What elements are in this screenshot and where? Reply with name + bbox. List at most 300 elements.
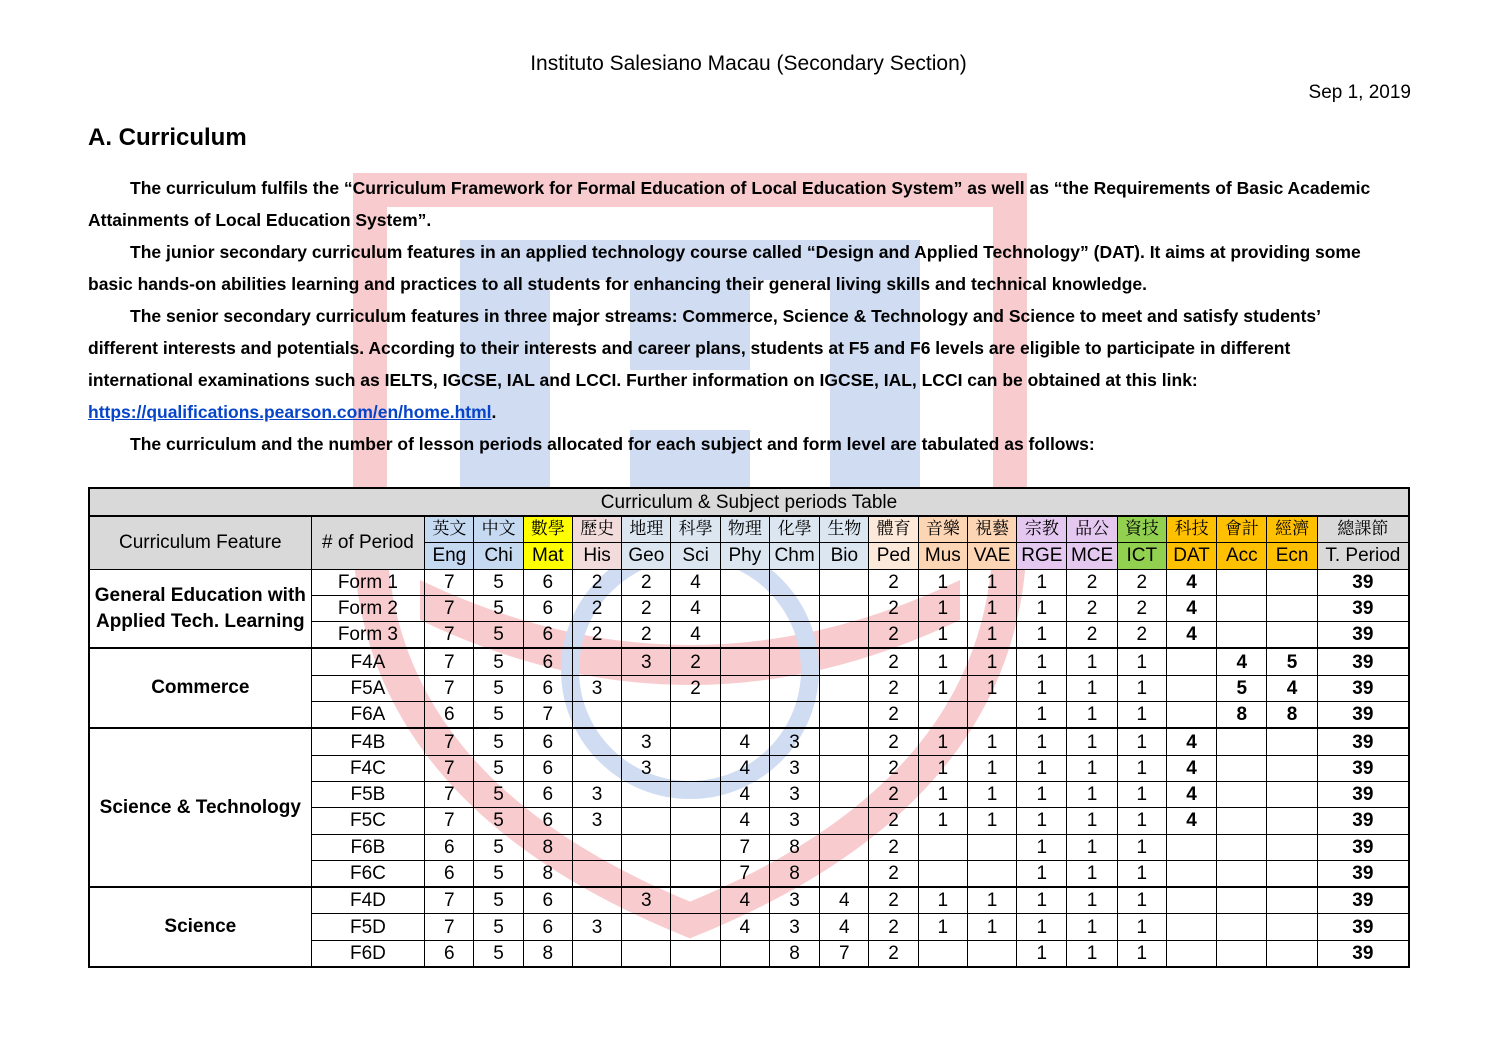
period-cell: 4	[671, 622, 720, 649]
period-cell: 2	[869, 728, 918, 755]
period-cell: 5	[474, 648, 523, 675]
subject-header-code: Ecn	[1267, 543, 1317, 569]
period-cell	[1267, 622, 1317, 649]
form-level-cell: F4B	[311, 728, 425, 755]
period-cell: 39	[1317, 702, 1409, 729]
period-cell	[820, 675, 869, 701]
period-cell: 7	[425, 595, 474, 621]
header-period: # of Period	[311, 516, 425, 569]
period-cell	[967, 940, 1016, 967]
period-cell	[1166, 834, 1216, 860]
period-cell: 5	[474, 940, 523, 967]
period-cell: 2	[572, 622, 621, 649]
period-cell: 2	[869, 834, 918, 860]
period-cell: 3	[769, 914, 819, 940]
subject-header-code: Geo	[622, 543, 671, 569]
period-cell	[1166, 860, 1216, 887]
period-cell: 2	[622, 595, 671, 621]
period-cell	[720, 675, 769, 701]
period-cell: 4	[1166, 808, 1216, 834]
period-cell: 5	[474, 914, 523, 940]
table-row	[89, 728, 1409, 755]
period-cell	[967, 702, 1016, 729]
period-cell: 3	[572, 781, 621, 807]
period-cell	[820, 595, 869, 621]
period-cell	[1267, 914, 1317, 940]
subject-header-zh: 中文	[474, 516, 523, 543]
period-cell: 3	[622, 755, 671, 781]
period-cell: 4	[720, 887, 769, 914]
period-cell: 5	[1267, 648, 1317, 675]
form-level-cell: F5D	[311, 914, 425, 940]
period-cell	[820, 755, 869, 781]
period-cell: 3	[769, 755, 819, 781]
period-cell	[1166, 702, 1216, 729]
period-cell: 1	[918, 675, 967, 701]
period-cell: 4	[1166, 755, 1216, 781]
period-cell: 1	[967, 914, 1016, 940]
period-cell: 1	[918, 595, 967, 621]
period-cell	[1217, 914, 1267, 940]
period-cell: 3	[769, 887, 819, 914]
subject-header-zh: 宗教	[1017, 516, 1067, 543]
period-cell: 3	[572, 808, 621, 834]
period-cell: 2	[1067, 569, 1117, 595]
header-curriculum-feature: Curriculum Feature	[89, 516, 311, 569]
period-cell: 8	[1217, 702, 1267, 729]
period-cell: 1	[1017, 595, 1067, 621]
period-cell	[1267, 728, 1317, 755]
period-cell	[720, 622, 769, 649]
subject-header-zh: 數學	[523, 516, 572, 543]
period-cell: 1	[918, 622, 967, 649]
period-cell: 1	[918, 808, 967, 834]
subject-header-code: T. Period	[1317, 543, 1409, 569]
subject-header-zh: 科學	[671, 516, 720, 543]
period-cell: 6	[523, 648, 572, 675]
period-cell: 6	[425, 702, 474, 729]
period-cell: 1	[967, 675, 1016, 701]
period-cell	[622, 834, 671, 860]
subject-header-zh: 科技	[1166, 516, 1216, 543]
period-cell: 1	[1067, 860, 1117, 887]
table-title: Curriculum & Subject periods Table	[89, 488, 1409, 516]
period-cell	[1267, 887, 1317, 914]
period-cell: 1	[918, 781, 967, 807]
period-cell: 4	[820, 887, 869, 914]
period-cell	[572, 834, 621, 860]
period-cell	[820, 728, 869, 755]
period-cell: 1	[967, 728, 1016, 755]
period-cell	[572, 728, 621, 755]
period-cell: 3	[769, 808, 819, 834]
period-cell: 1	[1017, 860, 1067, 887]
subject-header-zh: 資技	[1117, 516, 1166, 543]
period-cell: 1	[967, 595, 1016, 621]
period-cell: 1	[1017, 808, 1067, 834]
period-cell: 39	[1317, 940, 1409, 967]
period-cell	[622, 702, 671, 729]
period-cell: 1	[1017, 702, 1067, 729]
period-cell: 1	[1017, 940, 1067, 967]
period-cell: 1	[1017, 648, 1067, 675]
period-cell: 39	[1317, 860, 1409, 887]
period-cell: 1	[1017, 781, 1067, 807]
period-cell: 1	[1017, 887, 1067, 914]
period-cell	[720, 595, 769, 621]
period-cell: 1	[1017, 622, 1067, 649]
form-level-cell: F5B	[311, 781, 425, 807]
period-cell	[622, 914, 671, 940]
period-cell	[1217, 834, 1267, 860]
period-cell	[671, 940, 720, 967]
period-cell: 6	[523, 755, 572, 781]
period-cell: 2	[869, 940, 918, 967]
period-cell: 39	[1317, 808, 1409, 834]
period-cell: 1	[967, 569, 1016, 595]
period-cell	[820, 860, 869, 887]
period-cell: 1	[1067, 675, 1117, 701]
curriculum-feature-cell: Science	[89, 887, 311, 967]
period-cell: 4	[1166, 728, 1216, 755]
period-cell: 4	[720, 755, 769, 781]
period-cell: 39	[1317, 834, 1409, 860]
period-cell	[1166, 914, 1216, 940]
period-cell: 7	[720, 834, 769, 860]
curriculum-feature-cell: General Education with Applied Tech. Learning	[89, 569, 311, 648]
period-cell	[622, 860, 671, 887]
period-cell: 1	[918, 569, 967, 595]
subject-header-zh: 化學	[769, 516, 819, 543]
period-cell	[1267, 781, 1317, 807]
period-cell	[1267, 860, 1317, 887]
period-cell	[671, 914, 720, 940]
period-cell: 1	[1017, 914, 1067, 940]
period-cell: 1	[1117, 940, 1166, 967]
period-cell: 3	[572, 675, 621, 701]
form-level-cell: Form 2	[311, 595, 425, 621]
period-cell	[820, 808, 869, 834]
period-cell: 1	[1117, 728, 1166, 755]
period-cell: 1	[1117, 808, 1166, 834]
subject-header-code: ICT	[1117, 543, 1166, 569]
period-cell: 1	[1017, 728, 1067, 755]
period-cell: 8	[523, 860, 572, 887]
period-cell: 1	[1117, 781, 1166, 807]
period-cell: 1	[1067, 781, 1117, 807]
period-cell: 39	[1317, 781, 1409, 807]
period-cell	[769, 622, 819, 649]
period-cell: 1	[1117, 675, 1166, 701]
period-cell	[671, 755, 720, 781]
subject-header-zh: 體育	[869, 516, 918, 543]
period-cell: 8	[769, 860, 819, 887]
period-cell	[918, 702, 967, 729]
period-cell: 4	[671, 569, 720, 595]
period-cell: 8	[769, 940, 819, 967]
subject-header-code: Bio	[820, 543, 869, 569]
period-cell: 39	[1317, 675, 1409, 701]
subject-header-code: Eng	[425, 543, 474, 569]
subject-header-zh: 歷史	[572, 516, 621, 543]
period-cell: 5	[474, 887, 523, 914]
period-cell: 7	[425, 887, 474, 914]
period-cell	[1267, 940, 1317, 967]
period-cell	[1267, 755, 1317, 781]
period-cell	[769, 595, 819, 621]
period-cell: 2	[572, 595, 621, 621]
period-cell: 7	[425, 808, 474, 834]
period-cell: 7	[425, 648, 474, 675]
paragraph-senior-text: The senior secondary curriculum features in three major streams: Commerce, Science & Technology and Science to meet and satisfy students’ different interests and potentials. According to their interests and career plans, students at F5 and F6 levels are eligible to participate in different international examinations such as IELTS, IGCSE, IAL and LCCI. Further information on IGCSE, IAL, LCCI can be obtained at this link:	[88, 306, 1321, 390]
period-cell: 7	[425, 781, 474, 807]
period-cell: 2	[622, 569, 671, 595]
period-cell: 7	[720, 860, 769, 887]
period-cell	[1217, 728, 1267, 755]
period-cell: 1	[967, 808, 1016, 834]
period-cell	[1267, 808, 1317, 834]
subject-header-zh: 經濟	[1267, 516, 1317, 543]
period-cell	[622, 940, 671, 967]
period-cell: 2	[671, 648, 720, 675]
period-cell: 4	[720, 808, 769, 834]
period-cell: 6	[523, 887, 572, 914]
subject-header-code: DAT	[1166, 543, 1216, 569]
period-cell: 7	[425, 914, 474, 940]
period-cell	[671, 834, 720, 860]
period-cell: 1	[918, 755, 967, 781]
period-cell: 1	[1067, 808, 1117, 834]
form-level-cell: F4A	[311, 648, 425, 675]
period-cell: 2	[1117, 595, 1166, 621]
form-level-cell: F6B	[311, 834, 425, 860]
period-cell: 4	[1166, 622, 1216, 649]
period-cell	[671, 860, 720, 887]
period-cell: 1	[1067, 940, 1117, 967]
period-cell: 4	[720, 781, 769, 807]
period-cell: 2	[869, 860, 918, 887]
subject-header-code: Ped	[869, 543, 918, 569]
period-cell	[1267, 595, 1317, 621]
period-cell: 1	[1017, 755, 1067, 781]
period-cell	[720, 940, 769, 967]
curriculum-feature-cell: Commerce	[89, 648, 311, 728]
period-cell: 3	[572, 914, 621, 940]
period-cell: 1	[1067, 887, 1117, 914]
period-cell	[572, 702, 621, 729]
subject-header-zh: 地理	[622, 516, 671, 543]
period-cell: 1	[1067, 648, 1117, 675]
table-row	[89, 569, 1409, 595]
period-cell: 7	[523, 702, 572, 729]
period-cell	[769, 648, 819, 675]
paragraph-junior-secondary: The junior secondary curriculum features in an applied technology course called “Design and Applied Technology” (DAT). It aims at providing some basic hands-on abilities learning and practices to all students for enhancing their general living skills and technical knowledge.	[88, 242, 1361, 294]
period-cell: 1	[1117, 702, 1166, 729]
subject-header-code: Mus	[918, 543, 967, 569]
period-cell	[1166, 940, 1216, 967]
period-cell: 4	[1267, 675, 1317, 701]
document-date: Sep 1, 2019	[1308, 82, 1411, 103]
period-cell: 2	[869, 887, 918, 914]
period-cell: 1	[918, 887, 967, 914]
period-cell: 2	[869, 622, 918, 649]
period-cell: 2	[1067, 622, 1117, 649]
period-cell: 7	[425, 622, 474, 649]
period-cell	[820, 622, 869, 649]
period-cell	[1166, 648, 1216, 675]
period-cell: 39	[1317, 622, 1409, 649]
period-cell: 1	[967, 755, 1016, 781]
period-cell	[967, 834, 1016, 860]
period-cell	[572, 860, 621, 887]
period-cell: 2	[1067, 595, 1117, 621]
period-cell: 5	[474, 702, 523, 729]
form-level-cell: F6A	[311, 702, 425, 729]
form-level-cell: Form 3	[311, 622, 425, 649]
subject-header-code: Chm	[769, 543, 819, 569]
period-cell: 3	[769, 728, 819, 755]
period-cell: 6	[523, 808, 572, 834]
period-cell: 1	[1067, 834, 1117, 860]
period-cell: 6	[425, 834, 474, 860]
period-cell: 2	[869, 595, 918, 621]
period-cell: 2	[869, 914, 918, 940]
period-cell	[769, 702, 819, 729]
period-cell	[622, 781, 671, 807]
period-cell: 4	[1166, 569, 1216, 595]
period-cell: 1	[1067, 728, 1117, 755]
period-cell: 1	[1017, 569, 1067, 595]
period-cell: 3	[622, 648, 671, 675]
period-cell: 4	[820, 914, 869, 940]
period-cell: 2	[671, 675, 720, 701]
form-level-cell: F6D	[311, 940, 425, 967]
period-cell: 4	[720, 914, 769, 940]
period-cell: 8	[523, 834, 572, 860]
period-cell: 2	[869, 755, 918, 781]
period-cell: 4	[1166, 781, 1216, 807]
period-cell: 5	[474, 860, 523, 887]
period-cell: 2	[869, 675, 918, 701]
subject-header-code: Chi	[474, 543, 523, 569]
form-level-cell: F4C	[311, 755, 425, 781]
subject-header-zh: 英文	[425, 516, 474, 543]
curriculum-table	[88, 487, 1410, 968]
period-cell: 5	[474, 595, 523, 621]
subject-header-code: Sci	[671, 543, 720, 569]
period-cell: 1	[1067, 914, 1117, 940]
paragraph-senior-end: .	[491, 402, 497, 422]
period-cell	[720, 569, 769, 595]
period-cell: 7	[425, 569, 474, 595]
period-cell: 1	[1067, 702, 1117, 729]
period-cell	[820, 781, 869, 807]
period-cell: 1	[1117, 755, 1166, 781]
school-title: Instituto Salesiano Macau (Secondary Section)	[530, 52, 967, 75]
period-cell	[671, 808, 720, 834]
period-cell: 1	[918, 648, 967, 675]
period-cell	[1217, 860, 1267, 887]
period-cell: 39	[1317, 914, 1409, 940]
period-cell: 7	[425, 728, 474, 755]
period-cell	[1217, 569, 1267, 595]
paragraph-framework: The curriculum fulfils the “Curriculum Framework for Formal Education of Local Education System” as well as “the Requirements of Basic Academic Attainments of Local Education System”.	[88, 178, 1371, 230]
period-cell: 7	[820, 940, 869, 967]
period-cell: 2	[869, 702, 918, 729]
period-cell	[918, 860, 967, 887]
period-cell: 5	[474, 755, 523, 781]
period-cell: 8	[1267, 702, 1317, 729]
subject-header-code: Acc	[1217, 543, 1267, 569]
period-cell	[671, 887, 720, 914]
form-level-cell: F4D	[311, 887, 425, 914]
period-cell	[1217, 622, 1267, 649]
period-cell	[671, 728, 720, 755]
period-cell: 6	[523, 675, 572, 701]
period-cell	[1217, 887, 1267, 914]
period-cell: 5	[474, 781, 523, 807]
period-cell: 1	[1117, 648, 1166, 675]
period-cell: 39	[1317, 887, 1409, 914]
period-cell: 2	[1117, 569, 1166, 595]
period-cell: 2	[572, 569, 621, 595]
subject-header-zh: 品公	[1067, 516, 1117, 543]
period-cell: 4	[1217, 648, 1267, 675]
period-cell	[769, 569, 819, 595]
period-cell: 2	[1117, 622, 1166, 649]
period-cell: 1	[1117, 887, 1166, 914]
period-cell	[1217, 755, 1267, 781]
period-cell	[572, 887, 621, 914]
period-cell: 39	[1317, 648, 1409, 675]
form-level-cell: F5A	[311, 675, 425, 701]
period-cell: 6	[523, 914, 572, 940]
period-cell: 6	[425, 940, 474, 967]
period-cell: 3	[622, 728, 671, 755]
subject-header-zh: 生物	[820, 516, 869, 543]
period-cell: 5	[474, 622, 523, 649]
period-cell: 2	[869, 781, 918, 807]
period-cell	[671, 702, 720, 729]
period-cell	[1217, 781, 1267, 807]
pearson-link[interactable]: https://qualifications.pearson.com/en/home.html	[88, 402, 492, 422]
period-cell: 1	[1117, 834, 1166, 860]
period-cell: 4	[1166, 595, 1216, 621]
subject-header-code: His	[572, 543, 621, 569]
period-cell: 6	[523, 781, 572, 807]
period-cell: 5	[474, 675, 523, 701]
period-cell: 7	[425, 755, 474, 781]
period-cell	[572, 940, 621, 967]
period-cell	[1217, 808, 1267, 834]
paragraph-senior-secondary	[88, 300, 1383, 428]
period-cell: 8	[523, 940, 572, 967]
subject-header-zh: 總課節	[1317, 516, 1409, 543]
period-cell: 1	[967, 648, 1016, 675]
subject-header-code: VAE	[967, 543, 1016, 569]
paragraph-table-intro: The curriculum and the number of lesson periods allocated for each subject and form level are tabulated as follows:	[130, 434, 1095, 454]
subject-header-code: Phy	[720, 543, 769, 569]
period-cell: 4	[720, 728, 769, 755]
period-cell	[820, 834, 869, 860]
period-cell: 1	[1067, 755, 1117, 781]
period-cell	[820, 648, 869, 675]
period-cell	[1267, 834, 1317, 860]
curriculum-feature-cell: Science & Technology	[89, 728, 311, 887]
period-cell	[918, 834, 967, 860]
period-cell: 6	[425, 860, 474, 887]
period-cell: 2	[869, 648, 918, 675]
